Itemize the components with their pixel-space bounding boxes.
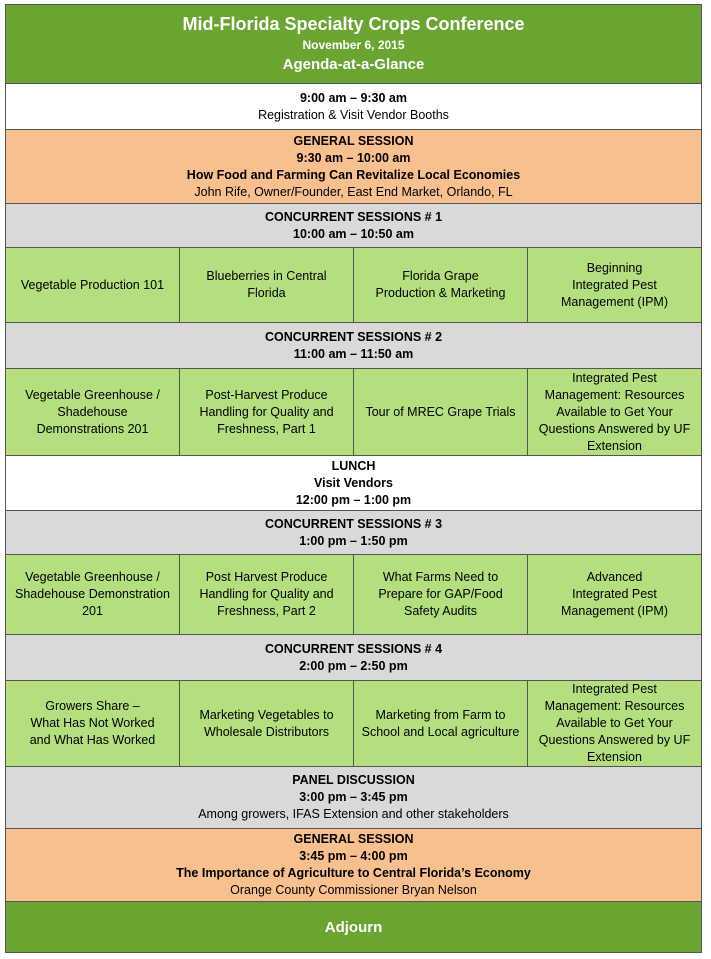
concurrent-time: 1:00 pm – 1:50 pm [299, 533, 408, 548]
session-line: Florida Grape [402, 269, 479, 283]
session-line: What Farms Need to [382, 570, 499, 584]
registration-time: 9:00 am – 9:30 am [299, 90, 407, 105]
session-cell [354, 555, 528, 635]
session-line: Vegetable Production 101 [20, 277, 165, 292]
session-cell [528, 681, 702, 767]
general-session-2 [6, 829, 702, 902]
concurrent-label: CONCURRENT SESSIONS # 4 [264, 641, 443, 656]
session-cell [180, 248, 354, 323]
session-line: Advanced [586, 570, 643, 584]
panel-time: 3:00 pm – 3:45 pm [299, 790, 408, 804]
concurrent-2-sessions [6, 369, 702, 456]
session-cell [180, 555, 354, 635]
adjourn-label: Adjourn [324, 918, 383, 936]
session-cell [180, 681, 354, 767]
session-line: Prepare for GAP/Food [378, 587, 503, 601]
session-line: Management: Resources [544, 387, 685, 402]
general-session-speaker: Orange County Commissioner Bryan Nelson [230, 883, 477, 897]
session-line: Handling for Quality and [199, 587, 334, 601]
concurrent-time: 11:00 am – 11:50 am [293, 346, 414, 361]
concurrent-3-header [6, 511, 702, 555]
session-line: Safety Audits [404, 604, 477, 618]
panel-block [6, 767, 702, 829]
lunch-label: LUNCH [331, 458, 376, 473]
session-line: Extension [587, 438, 642, 453]
concurrent-label: CONCURRENT SESSIONS # 2 [264, 329, 443, 344]
session-line: Questions Answered by UF [538, 421, 691, 436]
concurrent-label: CONCURRENT SESSIONS # 3 [264, 516, 443, 531]
session-line: Demonstrations 201 [36, 421, 149, 436]
session-line: Post Harvest Produce [205, 570, 328, 584]
session-line: Growers Share – [45, 699, 140, 713]
session-line: Integrated Pest [572, 370, 657, 385]
concurrent-2-header [6, 323, 702, 369]
panel-text: Among growers, IFAS Extension and other stakeholders [198, 807, 509, 821]
session-cell [354, 248, 528, 323]
session-line: Florida [247, 286, 286, 300]
general-session-time: 3:45 pm – 4:00 pm [299, 849, 408, 863]
session-line: Integrated Pest [572, 587, 657, 601]
session-line: and What Has Worked [29, 733, 156, 747]
session-line: Marketing Vegetables to [199, 707, 334, 722]
registration-text: Registration & Visit Vendor Booths [258, 107, 449, 122]
registration-block [6, 84, 702, 130]
general-session-label: GENERAL SESSION [293, 832, 414, 846]
session-cell [6, 681, 180, 767]
session-line: Integrated Pest [572, 682, 657, 696]
session-line: Post-Harvest Produce [205, 387, 328, 402]
concurrent-time: 2:00 pm – 2:50 pm [299, 658, 408, 673]
agenda-subtitle: Agenda-at-a-Glance [282, 56, 425, 73]
session-line: Vegetable Greenhouse / [25, 387, 160, 402]
lunch-time: 12:00 pm – 1:00 pm [295, 492, 412, 507]
session-cell [528, 369, 702, 456]
session-line: Freshness, Part 2 [217, 604, 316, 618]
general-session-label: GENERAL SESSION [293, 133, 414, 148]
session-line: Vegetable Greenhouse / [25, 570, 160, 584]
concurrent-label: CONCURRENT SESSIONS # 1 [264, 209, 443, 224]
concurrent-3-sessions [6, 555, 702, 635]
session-cell [354, 681, 528, 767]
session-line: Wholesale Distributors [203, 724, 330, 739]
concurrent-1-header [6, 204, 702, 248]
concurrent-4-header [6, 635, 702, 681]
session-line: Shadehouse Demonstration [15, 587, 170, 601]
session-line: Integrated Pest [572, 277, 657, 292]
lunch-subtitle: Visit Vendors [314, 475, 393, 490]
lunch-block [6, 456, 702, 511]
session-line: School and Local agriculture [361, 724, 520, 739]
header-block [6, 5, 702, 84]
session-line: Shadehouse [57, 404, 128, 419]
session-line: What Has Not Worked [30, 716, 155, 730]
session-cell [6, 369, 180, 456]
agenda-table [5, 4, 702, 953]
session-line: Available to Get Your [556, 716, 673, 730]
session-line: Production & Marketing [375, 286, 506, 300]
concurrent-4-sessions [6, 681, 702, 767]
session-cell [528, 555, 702, 635]
session-line: Beginning [586, 260, 643, 275]
concurrent-1-sessions [6, 248, 702, 323]
session-line: Marketing from Farm to [375, 707, 506, 722]
concurrent-time: 10:00 am – 10:50 am [293, 226, 414, 241]
session-line: Management (IPM) [561, 294, 668, 309]
session-cell [354, 369, 528, 456]
session-cell [6, 248, 180, 323]
general-session-time: 9:30 am – 10:00 am [296, 150, 411, 165]
session-line: Blueberries in Central [206, 269, 327, 283]
session-line: Management: Resources [544, 699, 685, 713]
session-line: Management (IPM) [561, 604, 668, 618]
conference-date: November 6, 2015 [302, 38, 405, 52]
general-session-topic: How Food and Farming Can Revitalize Local Economies [186, 167, 521, 182]
session-line: Freshness, Part 1 [217, 421, 316, 436]
adjourn-block [6, 902, 702, 953]
session-cell [6, 555, 180, 635]
session-line: Questions Answered by UF [538, 733, 691, 747]
session-line: Handling for Quality and [199, 404, 334, 419]
session-line: Extension [587, 750, 642, 764]
session-line: Tour of MREC Grape Trials [365, 404, 516, 419]
session-line: Available to Get Your [556, 404, 673, 419]
general-session-speaker: John Rife, Owner/Founder, East End Market, Orlando, FL [194, 184, 513, 199]
session-line: 201 [82, 604, 103, 618]
session-cell [180, 369, 354, 456]
session-cell [528, 248, 702, 323]
general-session-1 [6, 130, 702, 204]
panel-label: PANEL DISCUSSION [292, 773, 415, 787]
conference-title: Mid-Florida Specialty Crops Conference [182, 14, 525, 34]
general-session-topic: The Importance of Agriculture to Central Florida’s Economy [176, 866, 531, 880]
